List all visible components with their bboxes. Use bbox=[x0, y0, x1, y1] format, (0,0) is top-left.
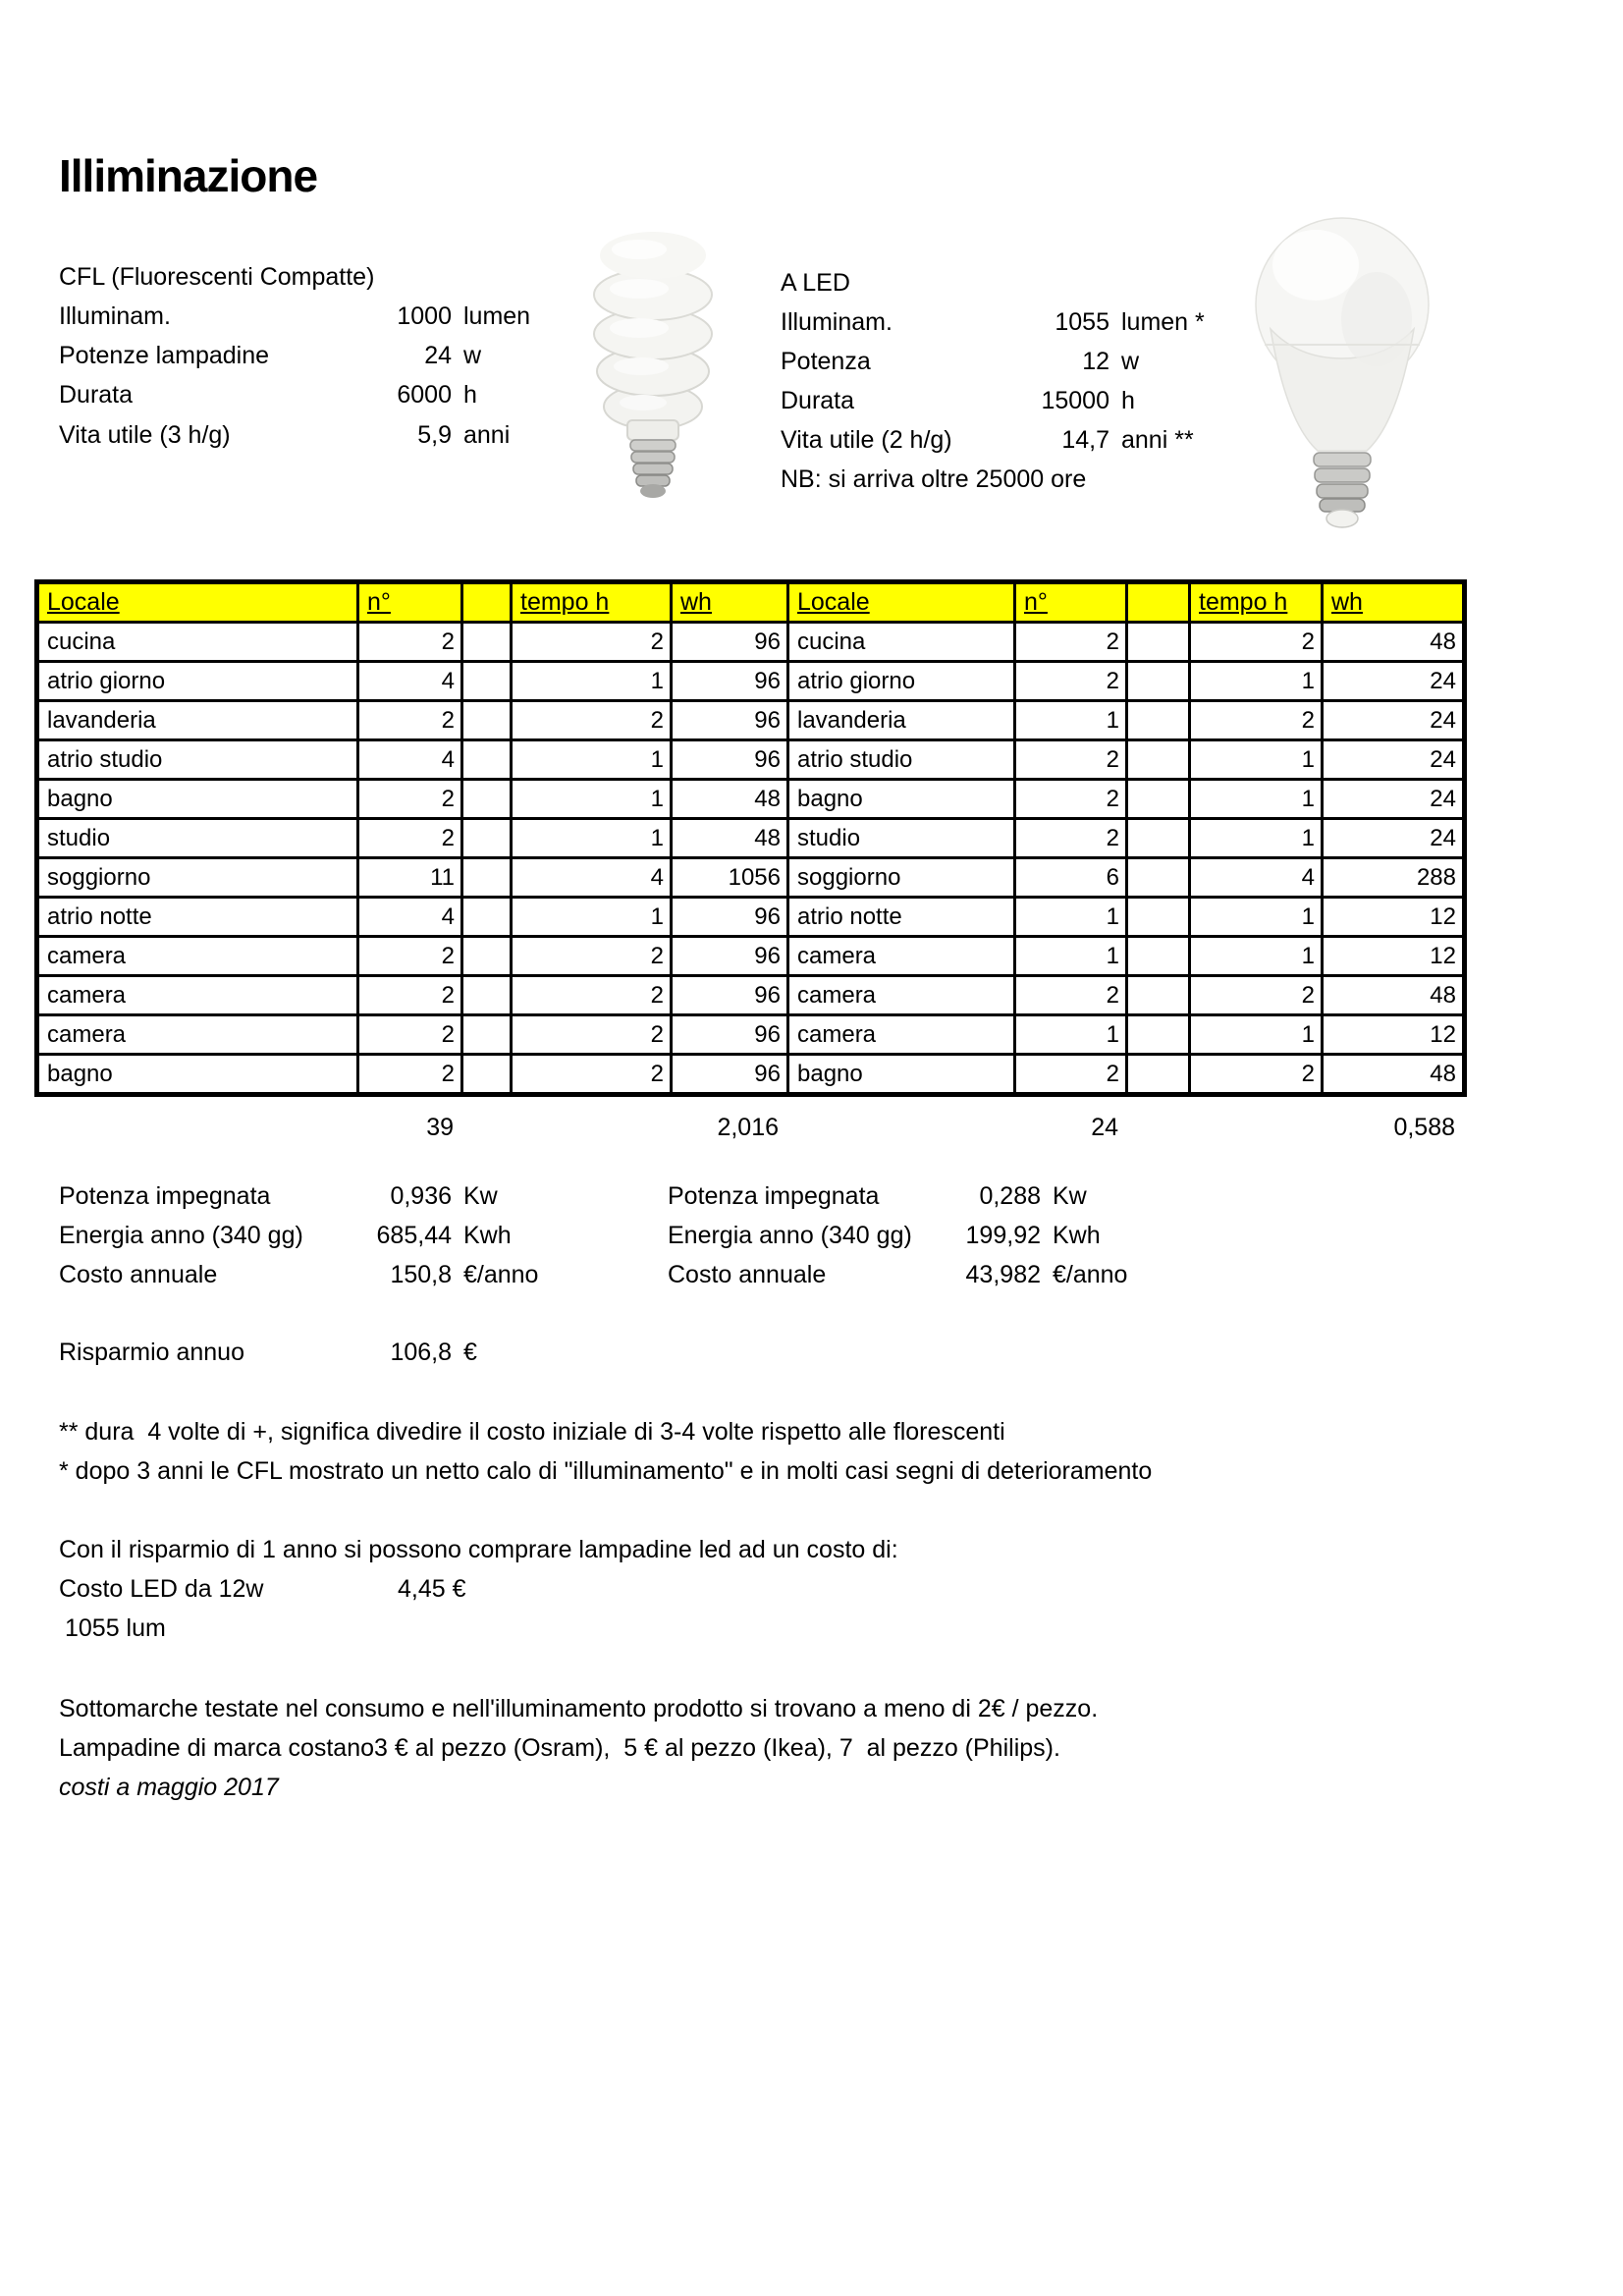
table-cell: lavanderia bbox=[788, 701, 1015, 740]
table-cell bbox=[462, 662, 512, 701]
table-cell: studio bbox=[788, 819, 1015, 858]
table-cell: camera bbox=[788, 937, 1015, 976]
table-cell: 1 bbox=[512, 898, 672, 937]
table-cell: 6 bbox=[1015, 858, 1127, 898]
table-cell: soggiorno bbox=[788, 858, 1015, 898]
savings-row bbox=[59, 1333, 648, 1372]
header-n-cfl: n° bbox=[358, 582, 462, 623]
table-cell: 4 bbox=[1190, 858, 1323, 898]
table-cell: 2 bbox=[1190, 976, 1323, 1015]
table-cell bbox=[1127, 898, 1190, 937]
cfl-spec-row bbox=[59, 415, 648, 455]
cfl-summary-row bbox=[59, 1176, 648, 1216]
summary-label: Potenza impegnata bbox=[668, 1182, 880, 1210]
table-header-row bbox=[37, 582, 1465, 623]
footnote-double-star: ** dura 4 volte di +, significa divedire il costo iniziale di 3-4 volte rispetto alle florescenti bbox=[59, 1418, 1005, 1446]
table-row bbox=[37, 623, 1465, 662]
summary-unit: €/anno bbox=[463, 1261, 539, 1288]
cfl-spec-row bbox=[59, 375, 648, 414]
table-cell: 4 bbox=[358, 662, 462, 701]
table-cell: bagno bbox=[37, 1055, 358, 1095]
table-cell bbox=[1127, 976, 1190, 1015]
total-cfl-wh: 2,016 bbox=[717, 1114, 779, 1141]
spec-label: Durata bbox=[781, 387, 855, 414]
table-cell: 2 bbox=[358, 623, 462, 662]
table-cell: 96 bbox=[672, 1015, 788, 1055]
table-cell: 1 bbox=[512, 740, 672, 780]
table-row bbox=[37, 662, 1465, 701]
spec-unit: h bbox=[463, 381, 477, 409]
table-cell: 288 bbox=[1323, 858, 1465, 898]
table-cell: 2 bbox=[512, 1015, 672, 1055]
led-cost-label: Costo LED da 12w bbox=[59, 1575, 264, 1603]
table-cell: atrio giorno bbox=[37, 662, 358, 701]
table-cell: 2 bbox=[1190, 623, 1323, 662]
table-cell: 48 bbox=[672, 819, 788, 858]
summary-unit: Kwh bbox=[1053, 1222, 1101, 1249]
table-row bbox=[37, 701, 1465, 740]
spec-label: Durata bbox=[59, 381, 134, 409]
table-cell bbox=[462, 701, 512, 740]
page-title: Illiminazione bbox=[59, 150, 318, 201]
table-cell bbox=[1127, 701, 1190, 740]
header-locale-led: Locale bbox=[788, 582, 1015, 623]
table-cell: 96 bbox=[672, 1055, 788, 1095]
table-cell: camera bbox=[37, 976, 358, 1015]
cfl-spec-row bbox=[59, 336, 648, 375]
table-cell: 1 bbox=[1015, 937, 1127, 976]
table-cell: 2 bbox=[512, 1055, 672, 1095]
spec-value: 14,7 bbox=[1061, 426, 1109, 454]
table-cell: 2 bbox=[512, 701, 672, 740]
table-cell: 4 bbox=[358, 898, 462, 937]
header-wh-cfl: wh bbox=[672, 582, 788, 623]
led-nb-note: NB: si arriva oltre 25000 ore bbox=[781, 465, 1087, 493]
summary-label: Costo annuale bbox=[668, 1261, 827, 1288]
spec-value: 5,9 bbox=[417, 421, 452, 449]
table-cell: 2 bbox=[512, 937, 672, 976]
table-cell: 96 bbox=[672, 740, 788, 780]
table-cell: cucina bbox=[788, 623, 1015, 662]
table-cell bbox=[462, 937, 512, 976]
table-cell: 24 bbox=[1323, 740, 1465, 780]
summary-value: 150,8 bbox=[390, 1261, 452, 1288]
header-n-led: n° bbox=[1015, 582, 1127, 623]
spec-value: 6000 bbox=[397, 381, 452, 409]
table-row bbox=[37, 937, 1465, 976]
summary-unit: Kw bbox=[463, 1182, 498, 1210]
table-cell: studio bbox=[37, 819, 358, 858]
table-row bbox=[37, 858, 1465, 898]
cfl-summary-row bbox=[59, 1216, 648, 1255]
table-cell: cucina bbox=[37, 623, 358, 662]
table-cell: 12 bbox=[1323, 937, 1465, 976]
table-cell: 1 bbox=[1190, 662, 1323, 701]
table-cell: lavanderia bbox=[37, 701, 358, 740]
spec-unit: w bbox=[1121, 348, 1140, 375]
table-cell: 1 bbox=[1190, 937, 1323, 976]
table-row bbox=[37, 1055, 1465, 1095]
note-brand-prices: Lampadine di marca costano3 € al pezzo (Osram), 5 € al pezzo (Ikea), 7 al pezzo (Philips). bbox=[59, 1734, 1060, 1762]
table-cell: 48 bbox=[672, 780, 788, 819]
spec-label: Vita utile (2 h/g) bbox=[781, 426, 952, 454]
led-cost-value: 4,45 € bbox=[398, 1575, 466, 1603]
header-tempo-led: tempo h bbox=[1190, 582, 1323, 623]
table-cell bbox=[1127, 1015, 1190, 1055]
led-section-heading: A LED bbox=[781, 269, 850, 297]
spec-unit: h bbox=[1121, 387, 1135, 414]
led-summary-row bbox=[668, 1176, 1257, 1216]
table-cell: 96 bbox=[672, 701, 788, 740]
header-tempo-cfl: tempo h bbox=[512, 582, 672, 623]
led-bulb-image bbox=[1249, 201, 1435, 535]
table-cell: atrio notte bbox=[788, 898, 1015, 937]
table-cell: 1 bbox=[1190, 819, 1323, 858]
room-consumption-table bbox=[34, 579, 1467, 1097]
table-row bbox=[37, 976, 1465, 1015]
table-cell: 24 bbox=[1323, 662, 1465, 701]
spec-unit: anni ** bbox=[1121, 426, 1194, 454]
led-lumen-note: 1055 lum bbox=[65, 1614, 166, 1642]
table-cell: 1 bbox=[1190, 740, 1323, 780]
table-cell: 24 bbox=[1323, 819, 1465, 858]
table-cell: 11 bbox=[358, 858, 462, 898]
table-cell bbox=[462, 858, 512, 898]
table-cell bbox=[462, 819, 512, 858]
table-cell: 24 bbox=[1323, 780, 1465, 819]
table-cell bbox=[1127, 623, 1190, 662]
table-cell: 4 bbox=[358, 740, 462, 780]
total-led-wh: 0,588 bbox=[1393, 1114, 1455, 1141]
summary-label: Energia anno (340 gg) bbox=[59, 1222, 303, 1249]
table-cell bbox=[1127, 858, 1190, 898]
table-cell bbox=[1127, 819, 1190, 858]
summary-value: 0,936 bbox=[390, 1182, 452, 1210]
table-row bbox=[37, 819, 1465, 858]
table-cell: camera bbox=[788, 1015, 1015, 1055]
room-table-body bbox=[37, 623, 1465, 1095]
led-summary-row bbox=[668, 1216, 1257, 1255]
table-cell: 2 bbox=[512, 976, 672, 1015]
table-cell: 1 bbox=[512, 819, 672, 858]
table-cell: 2 bbox=[358, 780, 462, 819]
table-cell bbox=[462, 1055, 512, 1095]
summary-unit: Kw bbox=[1053, 1182, 1087, 1210]
header-locale-cfl: Locale bbox=[37, 582, 358, 623]
table-cell: 1 bbox=[1190, 1015, 1323, 1055]
table-cell: 2 bbox=[1015, 819, 1127, 858]
table-cell: 96 bbox=[672, 623, 788, 662]
led-cost-row bbox=[59, 1569, 648, 1609]
table-cell: 2 bbox=[358, 976, 462, 1015]
spec-label: Illuminam. bbox=[781, 308, 893, 336]
table-cell: 2 bbox=[1015, 662, 1127, 701]
table-cell bbox=[462, 898, 512, 937]
table-cell: 48 bbox=[1323, 976, 1465, 1015]
summary-value: 43,982 bbox=[965, 1261, 1041, 1288]
table-cell bbox=[1127, 1055, 1190, 1095]
table-cell: 2 bbox=[1015, 976, 1127, 1015]
footnote-single-star: * dopo 3 anni le CFL mostrato un netto calo di "illuminamento" e in molti casi segni di deterioramento bbox=[59, 1457, 1153, 1485]
table-cell: 1 bbox=[1015, 1015, 1127, 1055]
table-cell: camera bbox=[37, 1015, 358, 1055]
table-cell: 12 bbox=[1323, 1015, 1465, 1055]
spec-value: 1055 bbox=[1055, 308, 1109, 336]
spec-label: Illuminam. bbox=[59, 302, 171, 330]
savings-value: 106,8 bbox=[390, 1339, 452, 1366]
table-cell: 1056 bbox=[672, 858, 788, 898]
total-led-count: 24 bbox=[1091, 1114, 1118, 1141]
table-cell: 2 bbox=[358, 819, 462, 858]
cfl-summary-row bbox=[59, 1255, 648, 1294]
table-cell: 2 bbox=[1015, 623, 1127, 662]
spec-label: Potenza bbox=[781, 348, 871, 375]
table-cell: 2 bbox=[358, 937, 462, 976]
table-cell: 2 bbox=[512, 623, 672, 662]
note-offbrand: Sottomarche testate nel consumo e nell'illuminamento prodotto si trovano a meno di 2€ / pezzo. bbox=[59, 1695, 1099, 1722]
summary-unit: Kwh bbox=[463, 1222, 512, 1249]
spec-value: 12 bbox=[1082, 348, 1109, 375]
table-cell: 1 bbox=[1015, 898, 1127, 937]
table-cell: 1 bbox=[512, 780, 672, 819]
table-cell bbox=[462, 1015, 512, 1055]
table-cell bbox=[462, 780, 512, 819]
summary-label: Potenza impegnata bbox=[59, 1182, 271, 1210]
note-price-date: costi a maggio 2017 bbox=[59, 1774, 279, 1801]
table-cell bbox=[1127, 937, 1190, 976]
table-cell: 1 bbox=[1190, 780, 1323, 819]
table-cell: 2 bbox=[1015, 780, 1127, 819]
table-cell: 1 bbox=[512, 662, 672, 701]
summary-unit: €/anno bbox=[1053, 1261, 1128, 1288]
summary-value: 0,288 bbox=[979, 1182, 1041, 1210]
table-cell: 4 bbox=[512, 858, 672, 898]
summary-value: 199,92 bbox=[965, 1222, 1041, 1249]
led-summary-row bbox=[668, 1255, 1257, 1294]
spec-value: 24 bbox=[424, 342, 452, 369]
spec-label: Potenze lampadine bbox=[59, 342, 270, 369]
table-cell: 96 bbox=[672, 662, 788, 701]
table-row bbox=[37, 740, 1465, 780]
table-cell: 2 bbox=[1190, 1055, 1323, 1095]
cfl-section-heading: CFL (Fluorescenti Compatte) bbox=[59, 263, 375, 291]
header-spacer-cfl bbox=[462, 582, 512, 623]
table-cell: 1 bbox=[1015, 701, 1127, 740]
savings-unit: € bbox=[463, 1339, 477, 1366]
table-row bbox=[37, 780, 1465, 819]
table-cell: 2 bbox=[358, 1015, 462, 1055]
spec-value: 1000 bbox=[397, 302, 452, 330]
header-spacer-led bbox=[1127, 582, 1190, 623]
spec-unit: lumen * bbox=[1121, 308, 1205, 336]
table-cell: 2 bbox=[1015, 740, 1127, 780]
table-cell: 2 bbox=[1015, 1055, 1127, 1095]
cfl-spec-row bbox=[59, 297, 648, 336]
table-cell bbox=[462, 623, 512, 662]
spec-value: 15000 bbox=[1041, 387, 1109, 414]
summary-label: Costo annuale bbox=[59, 1261, 218, 1288]
table-row bbox=[37, 898, 1465, 937]
table-cell: atrio studio bbox=[788, 740, 1015, 780]
table-cell: 96 bbox=[672, 898, 788, 937]
table-cell: 48 bbox=[1323, 1055, 1465, 1095]
total-cfl-count: 39 bbox=[426, 1114, 454, 1141]
header-wh-led: wh bbox=[1323, 582, 1465, 623]
table-cell: camera bbox=[37, 937, 358, 976]
table-cell: 2 bbox=[358, 701, 462, 740]
table-cell: 96 bbox=[672, 976, 788, 1015]
spec-unit: anni bbox=[463, 421, 511, 449]
spec-label: Vita utile (3 h/g) bbox=[59, 421, 231, 449]
table-cell: bagno bbox=[788, 780, 1015, 819]
table-cell: soggiorno bbox=[37, 858, 358, 898]
table-cell: atrio notte bbox=[37, 898, 358, 937]
table-cell: 48 bbox=[1323, 623, 1465, 662]
table-cell: 96 bbox=[672, 937, 788, 976]
spec-unit: w bbox=[463, 342, 482, 369]
table-cell bbox=[1127, 740, 1190, 780]
table-cell bbox=[462, 740, 512, 780]
table-cell: camera bbox=[788, 976, 1015, 1015]
spec-unit: lumen bbox=[463, 302, 531, 330]
table-cell: 24 bbox=[1323, 701, 1465, 740]
table-cell: 1 bbox=[1190, 898, 1323, 937]
cfl-bulb-image bbox=[574, 224, 731, 528]
summary-label: Energia anno (340 gg) bbox=[668, 1222, 912, 1249]
note-savings-intro: Con il risparmio di 1 anno si possono comprare lampadine led ad un costo di: bbox=[59, 1536, 898, 1563]
table-cell: bagno bbox=[37, 780, 358, 819]
table-cell bbox=[462, 976, 512, 1015]
table-cell bbox=[1127, 662, 1190, 701]
table-cell: 12 bbox=[1323, 898, 1465, 937]
table-cell: bagno bbox=[788, 1055, 1015, 1095]
table-cell: atrio studio bbox=[37, 740, 358, 780]
summary-value: 685,44 bbox=[376, 1222, 452, 1249]
savings-label: Risparmio annuo bbox=[59, 1339, 244, 1366]
table-row bbox=[37, 1015, 1465, 1055]
table-cell: 2 bbox=[1190, 701, 1323, 740]
table-cell: 2 bbox=[358, 1055, 462, 1095]
table-cell bbox=[1127, 780, 1190, 819]
table-cell: atrio giorno bbox=[788, 662, 1015, 701]
